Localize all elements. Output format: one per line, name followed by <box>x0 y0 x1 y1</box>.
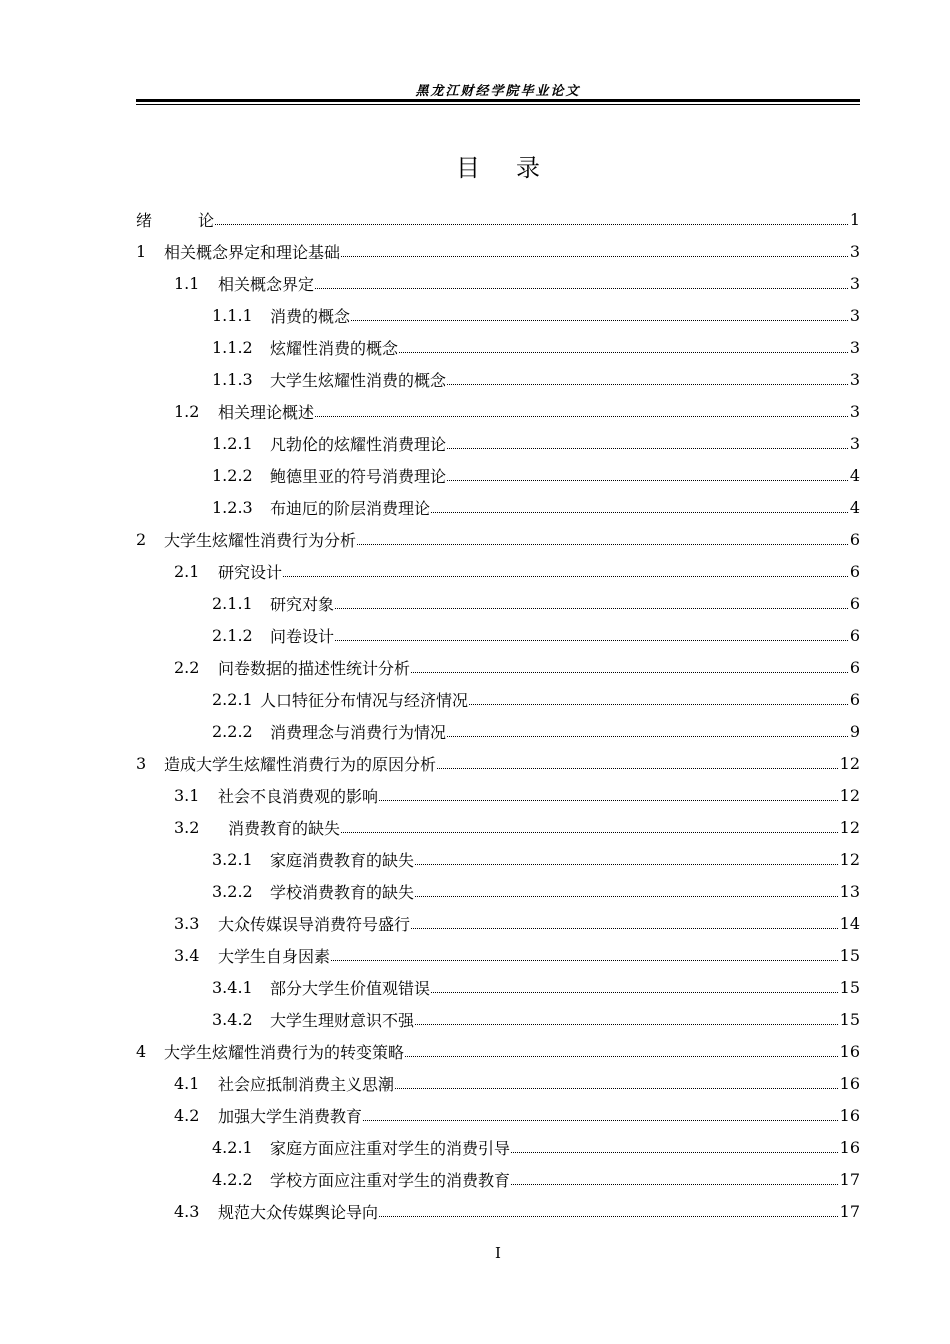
toc-entry[interactable] <box>136 299 860 331</box>
toc-entry-page: 9 <box>849 721 860 741</box>
toc-entry-number: 2.2.1 <box>212 689 253 709</box>
toc-entry-number: 2.1.1 <box>212 593 253 613</box>
toc-entry-page: 15 <box>839 977 860 997</box>
toc-entry[interactable] <box>136 907 860 939</box>
toc-entry[interactable] <box>136 1131 860 1163</box>
toc-dot-leader <box>335 608 848 609</box>
toc-dot-leader <box>351 320 848 321</box>
toc-entry-number: 3.2 <box>174 817 200 837</box>
toc-entry-text: 部分大学生价值观错误 <box>270 978 431 998</box>
toc-entry-text: 相关概念界定和理论基础 <box>164 242 341 262</box>
toc-dot-leader <box>437 768 838 769</box>
toc-dot-leader <box>431 512 848 513</box>
toc-entry-text: 鲍德里亚的符号消费理论 <box>270 466 447 486</box>
toc-entry-page: 3 <box>849 273 860 293</box>
toc-entry-number: 3.4.1 <box>212 977 253 997</box>
toc-entry[interactable] <box>136 1035 860 1067</box>
toc-title: 目录 <box>456 154 576 182</box>
toc-entry[interactable] <box>136 203 860 235</box>
toc-entry-page: 12 <box>839 753 860 773</box>
toc-entry-number: 1 <box>136 241 147 261</box>
toc-entry-text: 布迪厄的阶层消费理论 <box>270 498 431 518</box>
toc-dot-leader <box>469 704 848 705</box>
toc-entry-text: 大学生炫耀性消费的概念 <box>270 370 447 390</box>
toc-entry-text: 大学生自身因素 <box>218 946 331 966</box>
toc-dot-leader <box>415 1024 838 1025</box>
toc-entry-number: 4.2.2 <box>212 1169 253 1189</box>
toc-entry-page: 12 <box>839 785 860 805</box>
header-rule-thick <box>136 99 860 102</box>
toc-entry-text: 消费教育的缺失 <box>228 818 341 838</box>
toc-entry-page: 17 <box>839 1169 860 1189</box>
toc-entry-page: 3 <box>849 433 860 453</box>
toc-entry-number: 1.2 <box>174 401 200 421</box>
toc-dot-leader <box>379 1216 838 1217</box>
toc-entry-text: 学校方面应注重对学生的消费教育 <box>270 1170 511 1190</box>
toc-entry-text: 问卷设计 <box>270 626 335 646</box>
toc-entry-number: 1.2.2 <box>212 465 253 485</box>
toc-entry[interactable] <box>136 651 860 683</box>
toc-entry[interactable] <box>136 395 860 427</box>
toc-entry-text: 消费的概念 <box>270 306 351 326</box>
toc-entry-text: 社会应抵制消费主义思潮 <box>218 1074 395 1094</box>
toc-dot-leader <box>331 960 838 961</box>
toc-entry-text: 家庭方面应注重对学生的消费引导 <box>270 1138 511 1158</box>
toc-entry-page: 3 <box>849 401 860 421</box>
toc-entry-number: 2.2 <box>174 657 200 677</box>
toc-entry-page: 15 <box>839 945 860 965</box>
toc-dot-leader <box>315 416 848 417</box>
toc-dot-leader <box>357 544 848 545</box>
toc-entry-page: 6 <box>849 625 860 645</box>
toc-entry[interactable] <box>136 427 860 459</box>
toc-entry-page: 3 <box>849 241 860 261</box>
toc-entry[interactable] <box>136 267 860 299</box>
toc-dot-leader <box>283 576 848 577</box>
toc-dot-leader <box>447 480 848 481</box>
toc-entry[interactable] <box>136 747 860 779</box>
toc-entry-number: 3.2.1 <box>212 849 253 869</box>
toc-entry-text: 凡勃伦的炫耀性消费理论 <box>270 434 447 454</box>
toc-dot-leader <box>335 640 848 641</box>
toc-entry-text: 造成大学生炫耀性消费行为的原因分析 <box>164 754 437 774</box>
toc-entry[interactable] <box>136 459 860 491</box>
toc-entry[interactable] <box>136 523 860 555</box>
toc-entry-number: 3.2.2 <box>212 881 253 901</box>
toc-entry-number: 3 <box>136 753 147 773</box>
toc-entry[interactable] <box>136 363 860 395</box>
toc-entry[interactable] <box>136 555 860 587</box>
toc-dot-leader <box>431 992 838 993</box>
toc-entry-page: 3 <box>849 369 860 389</box>
toc-entry-text: 研究对象 <box>270 594 335 614</box>
toc-entry[interactable] <box>136 779 860 811</box>
toc-entry[interactable] <box>136 971 860 1003</box>
toc-entry-page: 16 <box>839 1073 860 1093</box>
toc-dot-leader <box>341 256 848 257</box>
table-of-contents <box>136 203 860 1227</box>
toc-dot-leader <box>411 672 848 673</box>
toc-entry-number: 3.4.2 <box>212 1009 253 1029</box>
toc-dot-leader <box>405 1056 838 1057</box>
toc-entry-text: 人口特征分布情况与经济情况 <box>260 690 469 710</box>
toc-entry[interactable] <box>136 1195 860 1227</box>
toc-entry-text: 社会不良消费观的影响 <box>218 786 379 806</box>
toc-entry-number: 4.2.1 <box>212 1137 253 1157</box>
toc-entry-text: 规范大众传媒舆论导向 <box>218 1202 379 1222</box>
toc-dot-leader <box>415 864 838 865</box>
toc-entry-number: 1.1.1 <box>212 305 253 325</box>
toc-dot-leader <box>447 384 848 385</box>
toc-entry-page: 6 <box>849 657 860 677</box>
toc-entry-text: 相关理论概述 <box>218 402 315 422</box>
toc-entry[interactable] <box>136 1003 860 1035</box>
toc-entry-page: 17 <box>839 1201 860 1221</box>
toc-entry-page: 16 <box>839 1137 860 1157</box>
toc-entry-page: 12 <box>839 849 860 869</box>
toc-entry-number: 4.1 <box>174 1073 200 1093</box>
toc-entry-page: 13 <box>839 881 860 901</box>
toc-entry-text: 炫耀性消费的概念 <box>270 338 399 358</box>
toc-entry[interactable] <box>136 235 860 267</box>
toc-entry-text: 学校消费教育的缺失 <box>270 882 415 902</box>
toc-dot-leader <box>379 800 838 801</box>
toc-entry-number: 4.3 <box>174 1201 200 1221</box>
toc-entry[interactable] <box>136 491 860 523</box>
toc-entry-number: 4 <box>136 1041 147 1061</box>
running-header-title: 黑龙江财经学院毕业论文 <box>415 84 581 99</box>
toc-dot-leader <box>447 736 848 737</box>
toc-entry-text: 论 <box>198 210 215 230</box>
toc-dot-leader <box>511 1184 838 1185</box>
header-rule-thin <box>136 104 860 105</box>
toc-entry[interactable] <box>136 715 860 747</box>
toc-entry[interactable] <box>136 683 860 715</box>
toc-dot-leader <box>395 1088 838 1089</box>
toc-entry-number: 1.2.1 <box>212 433 253 453</box>
toc-entry-page: 6 <box>849 689 860 709</box>
toc-dot-leader <box>511 1152 838 1153</box>
toc-entry-number: 4.2 <box>174 1105 200 1125</box>
toc-entry-page: 14 <box>839 913 860 933</box>
toc-dot-leader <box>411 928 838 929</box>
toc-entry-page: 3 <box>849 305 860 325</box>
toc-entry[interactable] <box>136 811 860 843</box>
toc-entry-number: 2.1.2 <box>212 625 253 645</box>
toc-entry-number: 3.4 <box>174 945 200 965</box>
toc-entry-text: 加强大学生消费教育 <box>218 1106 363 1126</box>
page-number: I <box>495 1244 501 1262</box>
toc-entry-text: 家庭消费教育的缺失 <box>270 850 415 870</box>
toc-entry-number: 3.1 <box>174 785 200 805</box>
toc-entry-number: 3.3 <box>174 913 200 933</box>
toc-dot-leader <box>399 352 848 353</box>
toc-entry[interactable] <box>136 619 860 651</box>
toc-entry-number: 1.2.3 <box>212 497 253 517</box>
toc-entry-text: 大学生炫耀性消费行为的转变策略 <box>164 1042 405 1062</box>
toc-entry-page: 6 <box>849 529 860 549</box>
toc-entry[interactable] <box>136 939 860 971</box>
toc-entry-text: 大众传媒误导消费符号盛行 <box>218 914 411 934</box>
toc-entry-page: 1 <box>849 209 860 229</box>
toc-entry[interactable] <box>136 875 860 907</box>
toc-dot-leader <box>215 224 848 225</box>
toc-entry-page: 12 <box>839 817 860 837</box>
toc-entry-number: 绪 <box>136 210 153 230</box>
toc-entry[interactable] <box>136 843 860 875</box>
toc-entry[interactable] <box>136 1099 860 1131</box>
toc-entry-page: 15 <box>839 1009 860 1029</box>
toc-entry-page: 16 <box>839 1105 860 1125</box>
toc-entry-text: 大学生理财意识不强 <box>270 1010 415 1030</box>
toc-entry-text: 消费理念与消费行为情况 <box>270 722 447 742</box>
toc-entry[interactable] <box>136 1067 860 1099</box>
toc-dot-leader <box>447 448 848 449</box>
toc-entry-page: 6 <box>849 593 860 613</box>
toc-entry-text: 大学生炫耀性消费行为分析 <box>164 530 357 550</box>
toc-entry-page: 4 <box>849 497 860 517</box>
toc-entry-page: 3 <box>849 337 860 357</box>
toc-entry[interactable] <box>136 1163 860 1195</box>
toc-entry-page: 16 <box>839 1041 860 1061</box>
toc-entry[interactable] <box>136 587 860 619</box>
toc-entry-text: 问卷数据的描述性统计分析 <box>218 658 411 678</box>
toc-entry-number: 1.1.2 <box>212 337 253 357</box>
toc-dot-leader <box>363 1120 838 1121</box>
toc-entry-number: 1.1.3 <box>212 369 253 389</box>
toc-entry-page: 4 <box>849 465 860 485</box>
toc-dot-leader <box>415 896 838 897</box>
toc-entry-number: 2.1 <box>174 561 200 581</box>
toc-entry-number: 2 <box>136 529 147 549</box>
toc-dot-leader <box>315 288 848 289</box>
toc-entry-page: 6 <box>849 561 860 581</box>
toc-entry-text: 相关概念界定 <box>218 274 315 294</box>
toc-entry[interactable] <box>136 331 860 363</box>
toc-entry-number: 1.1 <box>174 273 200 293</box>
toc-entry-number: 2.2.2 <box>212 721 253 741</box>
toc-entry-text: 研究设计 <box>218 562 283 582</box>
toc-dot-leader <box>341 832 838 833</box>
